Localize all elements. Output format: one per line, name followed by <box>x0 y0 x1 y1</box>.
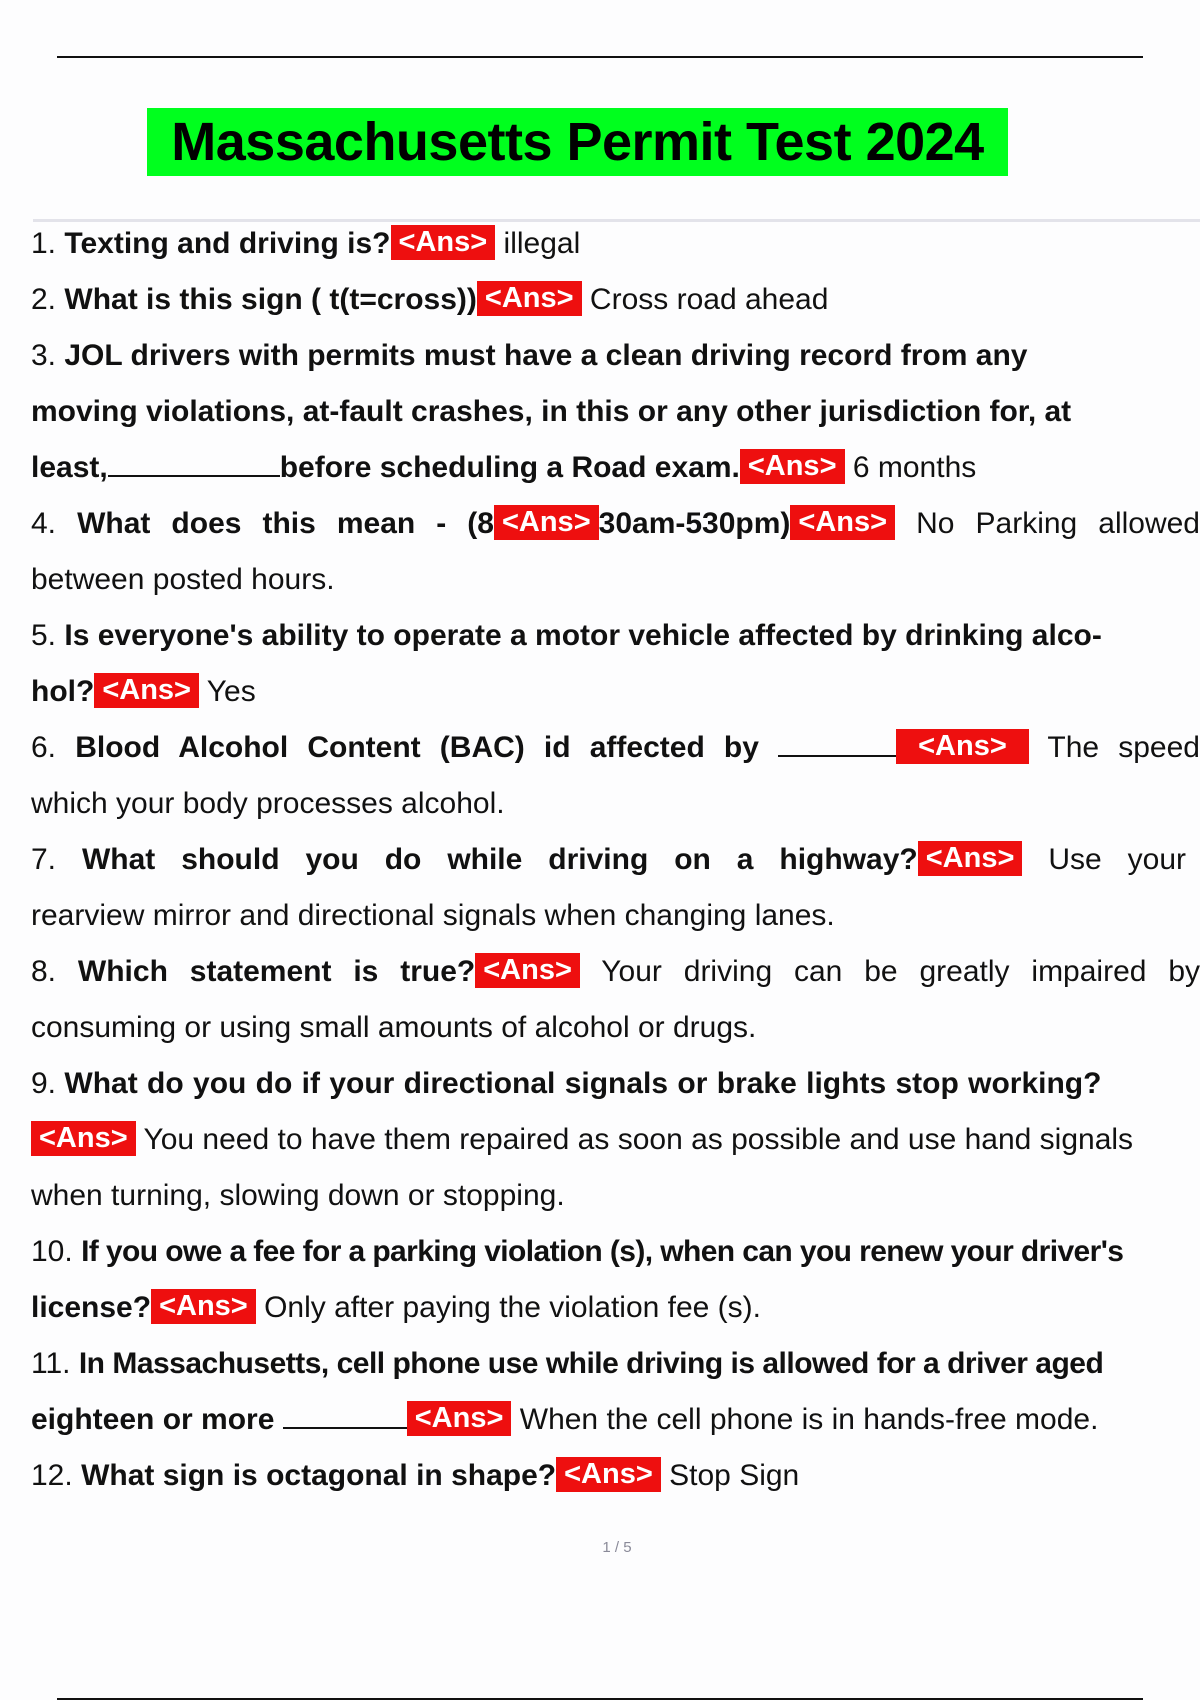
answer-text: Your driving can be greatly impaired by <box>601 955 1200 988</box>
question-4 <box>31 496 1200 552</box>
question-3-cont <box>31 440 1200 496</box>
question-text: JOL drivers with permits must have a clean driving record from any <box>64 339 1028 372</box>
question-5 <box>31 608 1200 664</box>
fill-in-blank <box>108 453 280 477</box>
question-text: before scheduling a Road exam. <box>279 451 740 484</box>
question-2 <box>31 272 1200 328</box>
answer-text: when turning, slowing down or stopping. <box>31 1179 565 1212</box>
question-text: least, <box>31 451 108 484</box>
question-8 <box>31 944 1200 1000</box>
answer-badge: <Ans> <box>918 841 1023 876</box>
answer-badge: <Ans> <box>151 1289 256 1324</box>
answer-text: Only after paying the violation fee (s). <box>264 1291 761 1324</box>
answer-badge: <Ans> <box>494 505 599 540</box>
answer-text: Use your <box>1048 843 1186 876</box>
question-8-cont <box>31 1000 1200 1056</box>
question-text: What is this sign ( t(t=cross)) <box>64 283 477 316</box>
answer-badge: <Ans> <box>94 673 199 708</box>
question-5-cont <box>31 664 1200 720</box>
question-text: 30am-530pm) <box>598 507 791 540</box>
question-text: If you owe a fee for a parking violation (s), when can you renew your driver's <box>81 1235 1124 1268</box>
question-7 <box>31 832 1200 888</box>
question-number: 1. <box>31 227 57 260</box>
answer-text: rearview mirror and directional signals when changing lanes. <box>31 899 835 932</box>
answer-text: No Parking allowed <box>916 507 1200 540</box>
top-rule <box>57 56 1143 58</box>
answer-badge: <Ans> <box>31 1121 136 1156</box>
question-text: license? <box>31 1291 152 1324</box>
question-11-cont <box>31 1392 1200 1448</box>
answer-text: consuming or using small amounts of alcohol or drugs. <box>31 1011 757 1044</box>
question-7-cont <box>31 888 1200 944</box>
question-number: 4. <box>31 507 57 540</box>
answer-text: When the cell phone is in hands-free mode. <box>519 1403 1099 1436</box>
question-list <box>31 216 1200 1504</box>
answer-text: Yes <box>206 675 256 708</box>
page-number: 1 / 5 <box>602 1539 632 1556</box>
question-9-cont <box>31 1112 1200 1168</box>
question-6-cont <box>31 776 1200 832</box>
answer-badge: <Ans> <box>740 449 845 484</box>
question-text: What do you do if your directional signals or brake lights stop working? <box>64 1067 1102 1100</box>
answer-text: illegal <box>503 227 581 260</box>
question-number: 5. <box>31 619 57 652</box>
answer-badge: <Ans> <box>475 953 580 988</box>
fill-in-blank <box>778 733 896 757</box>
question-text: eighteen or more <box>31 1403 275 1436</box>
question-9 <box>31 1056 1200 1112</box>
question-number: 7. <box>31 843 57 876</box>
question-text: Is everyone's ability to operate a motor vehicle affected by drinking alco- <box>64 619 1102 652</box>
answer-text: between posted hours. <box>31 563 335 596</box>
question-number: 2. <box>31 283 57 316</box>
question-3-cont <box>31 384 1200 440</box>
answer-badge: <Ans> <box>477 281 582 316</box>
question-text: What should you do while driving on a highway? <box>81 843 918 876</box>
question-number: 6. <box>31 731 57 764</box>
question-text: What sign is octagonal in shape? <box>81 1459 557 1492</box>
question-6 <box>31 720 1200 776</box>
question-number: 9. <box>31 1067 57 1100</box>
answer-text: Stop Sign <box>669 1459 800 1492</box>
answer-text: Cross road ahead <box>589 283 829 316</box>
question-text: Blood Alcohol Content (BAC) id affected by <box>75 731 759 764</box>
question-text: hol? <box>31 675 95 708</box>
answer-badge: <Ans> <box>407 1401 512 1436</box>
question-11 <box>31 1336 1200 1392</box>
question-text: What does this mean - (8 <box>77 507 494 540</box>
answer-badge: <Ans> <box>896 729 1029 764</box>
question-number: 3. <box>31 339 57 372</box>
question-9-cont <box>31 1168 1200 1224</box>
answer-text: The speed <box>1047 731 1200 764</box>
question-text: In Massachusetts, cell phone use while driving is allowed for a driver aged <box>78 1347 1104 1380</box>
question-10-cont <box>31 1280 1200 1336</box>
question-text: moving violations, at-fault crashes, in this or any other jurisdiction for, at <box>31 395 1072 428</box>
question-text: Texting and driving is? <box>64 227 391 260</box>
question-number: 11. <box>31 1347 71 1380</box>
question-text: Which statement is true? <box>77 955 476 988</box>
answer-badge: <Ans> <box>391 225 496 260</box>
question-number: 12. <box>31 1459 73 1492</box>
answer-text: which your body processes alcohol. <box>31 787 505 820</box>
question-10 <box>31 1224 1200 1280</box>
question-number: 10. <box>31 1235 73 1268</box>
answer-badge: <Ans> <box>556 1457 661 1492</box>
question-1 <box>31 216 1200 272</box>
question-4-cont <box>31 552 1200 608</box>
question-number: 8. <box>31 955 57 988</box>
answer-badge: <Ans> <box>790 505 895 540</box>
question-12 <box>31 1448 1200 1504</box>
answer-text: You need to have them repaired as soon as possible and use hand signals <box>143 1123 1134 1156</box>
document-title: Massachusetts Permit Test 2024 <box>147 108 1008 176</box>
question-3 <box>31 328 1200 384</box>
answer-text: 6 months <box>852 451 977 484</box>
fill-in-blank <box>283 1405 407 1429</box>
